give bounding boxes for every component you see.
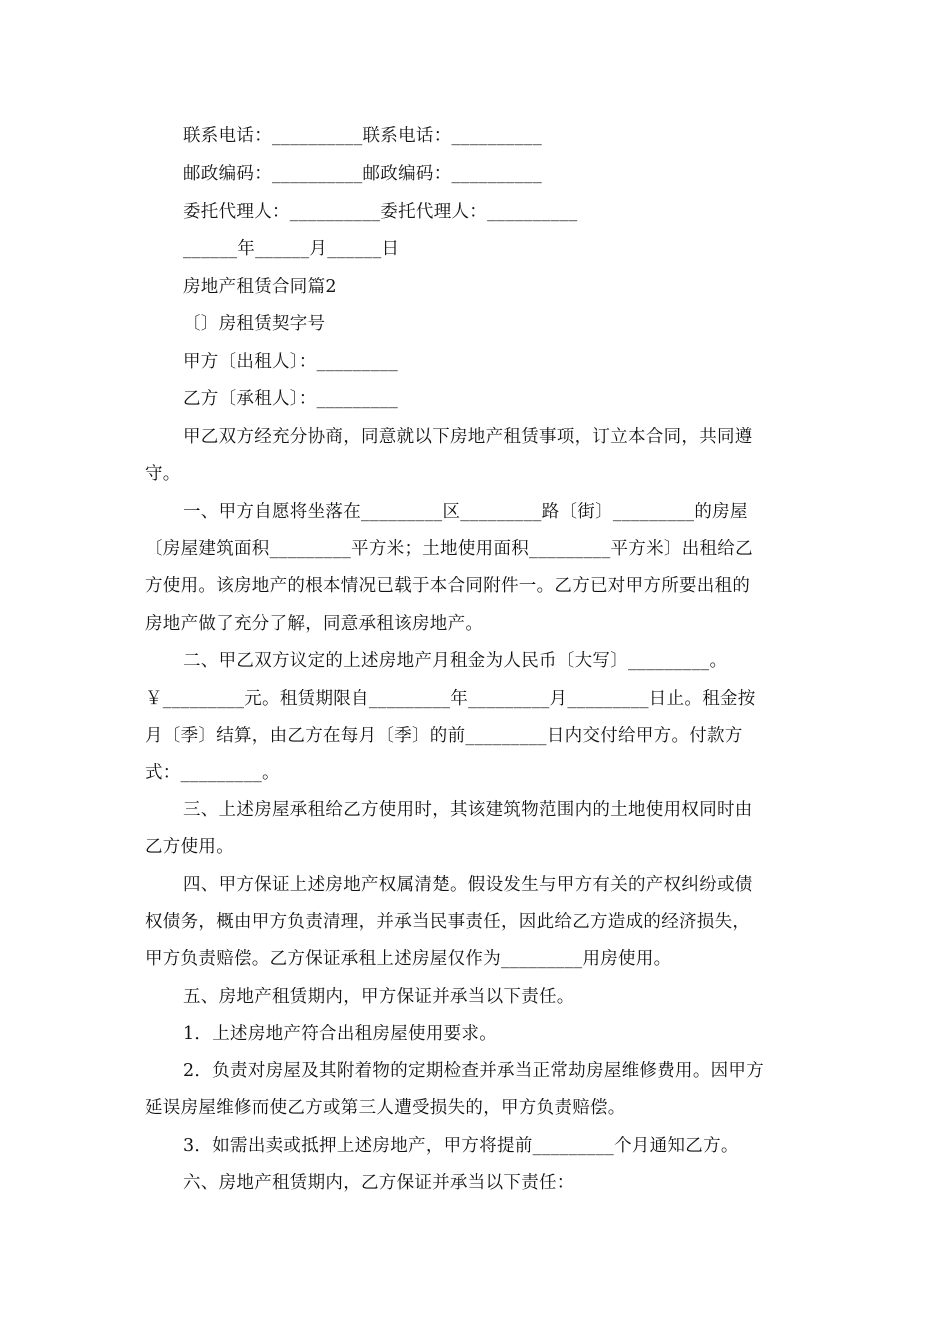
clause-4-line-1: 四、甲方保证上述房地产权属清楚。假设发生与甲方有关的产权纠纷或债 bbox=[183, 875, 753, 895]
clause-5-heading: 五、房地产租赁期内，甲方保证并承当以下责任。 bbox=[183, 987, 575, 1007]
preamble-line-1: 甲乙双方经充分协商，同意就以下房地产租赁事项，订立本合同，共同遵 bbox=[183, 427, 753, 447]
clause-5-item-2-line-2: 延误房屋维修而使乙方或第三人遭受损失的，甲方负责赔偿。 bbox=[145, 1098, 626, 1118]
clause-5-item-3: 3．如需出卖或抵押上述房地产，甲方将提前_________个月通知乙方。 bbox=[183, 1136, 739, 1156]
clause-6-heading: 六、房地产租赁期内，乙方保证并承当以下责任： bbox=[183, 1173, 575, 1193]
party-a-line: 甲方〔出租人〕：_________ bbox=[183, 352, 399, 372]
contract-number-line: 〔〕房租赁契字号 bbox=[183, 314, 326, 334]
clause-1-line-2: 〔房屋建筑面积_________平方米；土地使用面积_________平方米〕出租给乙 bbox=[145, 539, 753, 559]
clause-4-line-3: 甲方负责赔偿。乙方保证承租上述房屋仅作为_________用房使用。 bbox=[145, 949, 672, 969]
contract-title: 房地产租赁合同篇2 bbox=[183, 277, 337, 297]
contact-phone-line: 联系电话：__________联系电话：__________ bbox=[183, 126, 542, 146]
agent-line: 委托代理人：__________委托代理人：__________ bbox=[183, 202, 578, 222]
clause-2-line-3: 月〔季〕结算，由乙方在每月〔季〕的前_________日内交付给甲方。付款方 bbox=[145, 726, 743, 746]
clause-2-line-2: ￥_________元。租赁期限自_________年_________月_________日止。租金按 bbox=[145, 689, 756, 709]
clause-1-line-4: 房地产做了充分了解，同意承租该房地产。 bbox=[145, 614, 484, 634]
clause-3-line-1: 三、上述房屋承租给乙方使用时，其该建筑物范围内的土地使用权同时由 bbox=[183, 800, 753, 820]
clause-3-line-2: 乙方使用。 bbox=[145, 837, 234, 857]
clause-2-line-1: 二、甲乙双方议定的上述房地产月租金为人民币〔大写〕_________。 bbox=[183, 651, 728, 671]
clause-2-line-4: 式：_________。 bbox=[145, 763, 280, 783]
clause-1-line-1: 一、甲方自愿将坐落在_________区_________路〔街〕_________的房屋 bbox=[183, 502, 748, 522]
clause-5-item-2-line-1: 2．负责对房屋及其附着物的定期检查并承当正常劫房屋维修费用。因甲方 bbox=[183, 1061, 765, 1081]
preamble-line-2: 守。 bbox=[145, 464, 181, 484]
date-line: ______年______月______日 bbox=[183, 239, 400, 259]
clause-4-line-2: 权债务，概由甲方负责清理，并承当民事责任，因此给乙方造成的经济损失， bbox=[145, 912, 751, 932]
postal-code-line: 邮政编码：__________邮政编码：__________ bbox=[183, 164, 542, 184]
party-b-line: 乙方〔承租人〕：_________ bbox=[183, 389, 399, 409]
clause-5-item-1: 1．上述房地产符合出租房屋使用要求。 bbox=[183, 1024, 498, 1044]
clause-1-line-3: 方使用。该房地产的根本情况已载于本合同附件一。乙方已对甲方所要出租的 bbox=[145, 576, 751, 596]
